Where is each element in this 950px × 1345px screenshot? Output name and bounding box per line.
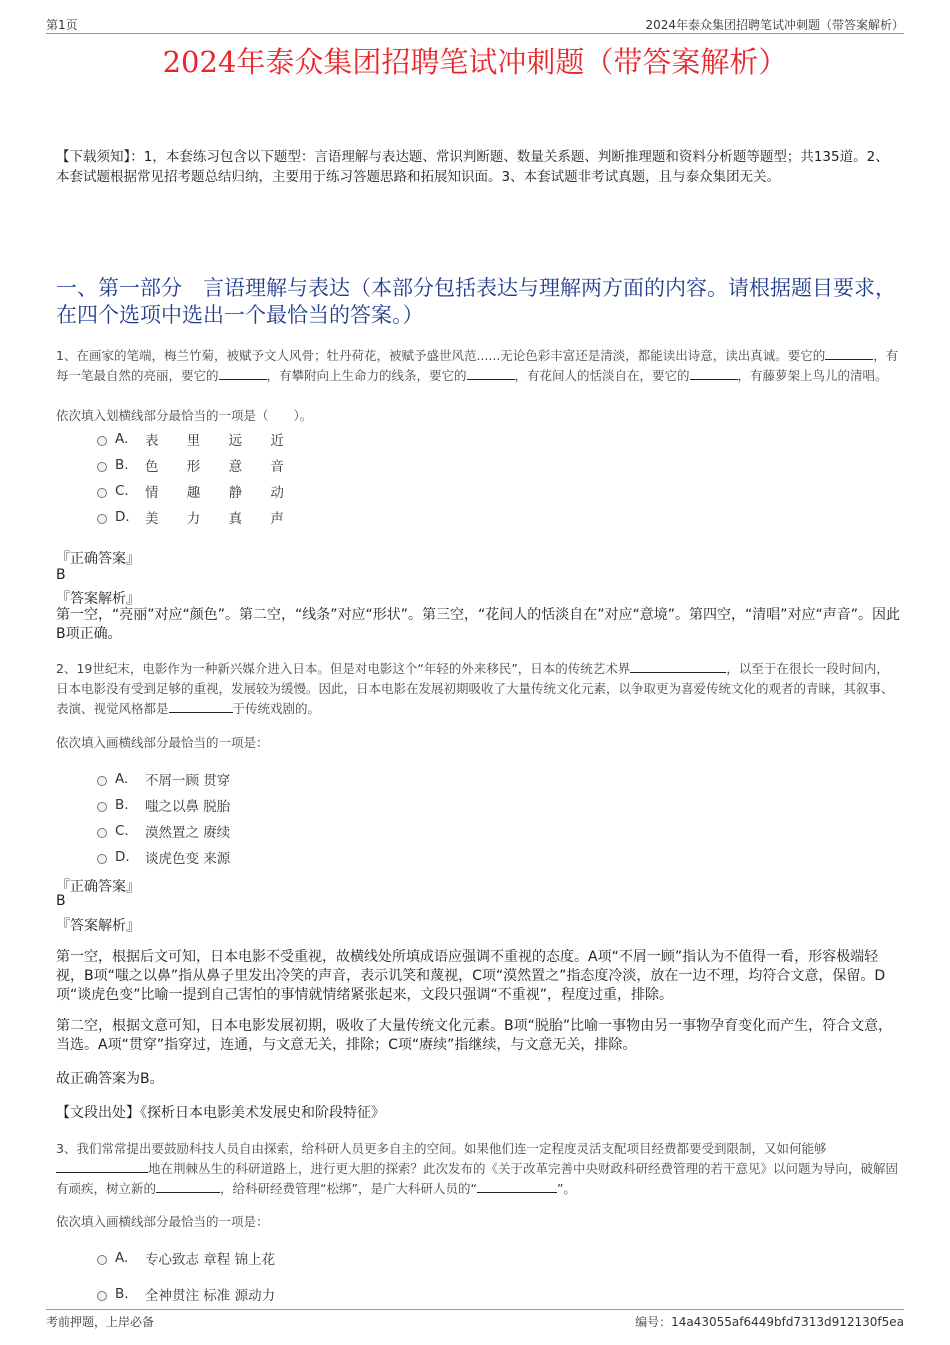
radio-button[interactable] bbox=[97, 1291, 107, 1301]
footer-doc-id: 编号：14a43055af6449bfd7313d912130f5ea bbox=[635, 1315, 904, 1329]
q2-option-c[interactable]: C. 漠然置之 赓续 bbox=[97, 821, 230, 841]
q2-option-a[interactable]: A. 不屑一顾 贯穿 bbox=[97, 769, 230, 789]
q2-option-b[interactable]: B. 嗤之以鼻 脱胎 bbox=[97, 795, 230, 815]
radio-button[interactable] bbox=[97, 514, 107, 524]
question-1-stem: 1、在画家的笔端，梅兰竹菊，被赋予文人风骨；牡丹荷花，被赋予盛世风范......无论色彩丰富还是清淡，都能读出诗意，读出真诚。要它的 ，有每一笔最自然的亮丽，要它的 ，有攀附向上生命力的线条，要它的 ，有花间人的恬淡自在，要它的 ，有藤萝架上鸟儿的清唱。 bbox=[56, 348, 899, 383]
footer-slogan: 考前押题，上岸必备 bbox=[46, 1315, 155, 1329]
radio-button[interactable] bbox=[97, 802, 107, 812]
q1-answer: B bbox=[56, 567, 66, 583]
download-notice: 【下载须知】：1，本套练习包含以下题型：言语理解与表达题、常识判断题、数量关系题、判断推理题和资料分析题等题型；共135道。2、本套试题根据常见招考题总结归纳，主要用于练习答题思路和拓展知识面。3、本套试题非考试真题，且与泰众集团无关。 bbox=[56, 149, 889, 185]
q2-analysis-1: 第一空，根据后文可知，日本电影不受重视，故横线处所填成语应强调不重视的态度。A项“不屑一顾”指认为不值得一看，形容极端轻视，B项“嗤之以鼻”指从鼻子里发出冷笑的声音，表示讥笑和蔑视，C项“漠然置之”指态度冷淡，放在一边不理，均符合文意，保留。D项“谈虎色变”比喻一提到自己害怕的事情就情绪紧张起来，文段只强调“不重视”，程度过重，排除。 bbox=[56, 949, 886, 1003]
page-title: 2024年泰众集团招聘笔试冲刺题（带答案解析） bbox=[162, 45, 788, 79]
q1-option-d[interactable]: D. 美 力 真 声 bbox=[97, 507, 296, 527]
q2-analysis-2: 第二空，根据文意可知，日本电影发展初期，吸收了大量传统文化元素。B项“脱胎”比喻一事物由另一事物孕育变化而产生，符合文意，当选。A项“贯穿”指穿过，连通，与文意无关，排除；C项“赓续”指继续，与文意无关，排除。 bbox=[56, 1018, 893, 1053]
radio-button[interactable] bbox=[97, 488, 107, 498]
q1-option-a[interactable]: A. 表 里 远 近 bbox=[97, 429, 296, 449]
question-3-stem: 3、我们常常提出要鼓励科技人员自由探索，给科研人员更多自主的空间。如果他们连一定程度灵活支配项目经费都要受到限制，又如何能够地在荆棘丛生的科研道路上，进行更大胆的探索？此次发布的《关于改革完善中央财政科研经费管理的若干意见》以问题为导向，破解固有顽疾，树立新的 ，给科研经费管理“松绑”，是广大科研人员的“ ”。 bbox=[56, 1141, 899, 1196]
question-2-stem: 2、19世纪末，电影作为一种新兴媒介进入日本。但是对电影这个“年轻的外来移民”，日本的传统艺术界 ，以至于在很长一段时间内，日本电影没有受到足够的重视，发展较为缓慢。因此，日本电影在发展初期吸收了大量传统文化元素，以争取更为喜爱传统文化的观者的青睐，其叙事、表演、视觉风格都是 于传统戏剧的。 bbox=[56, 661, 894, 716]
question-1-prompt: 依次填入划横线部分最恰当的一项是（ ）。 bbox=[56, 408, 313, 423]
radio-button[interactable] bbox=[97, 462, 107, 472]
radio-button[interactable] bbox=[97, 828, 107, 838]
q2-answer: B bbox=[56, 893, 66, 909]
q1-answer-title: 『正确答案』 bbox=[56, 551, 140, 567]
q3-option-a[interactable]: A. 专心致志 章程 锦上花 bbox=[97, 1248, 275, 1268]
radio-button[interactable] bbox=[97, 436, 107, 446]
q1-option-b[interactable]: B. 色 形 意 音 bbox=[97, 455, 296, 475]
header-divider bbox=[46, 33, 904, 34]
q3-option-b[interactable]: B. 全神贯注 标准 源动力 bbox=[97, 1284, 275, 1304]
q2-conclusion: 故正确答案为B。 bbox=[56, 1071, 164, 1087]
question-3-prompt: 依次填入画横线部分最恰当的一项是： bbox=[56, 1214, 269, 1229]
q2-analysis-title: 『答案解析』 bbox=[56, 918, 140, 934]
radio-button[interactable] bbox=[97, 1255, 107, 1265]
q1-analysis-title: 『答案解析』 bbox=[56, 591, 140, 607]
question-2-prompt: 依次填入画横线部分最恰当的一项是： bbox=[56, 735, 269, 750]
q1-analysis: 第一空，“亮丽”对应“颜色”。第二空，“线条”对应“形状”。第三空，“花间人的恬淡自在”对应“意境”。第四空，“清唱”对应“声音”。因此B项正确。 bbox=[56, 607, 901, 642]
radio-button[interactable] bbox=[97, 776, 107, 786]
header-doc-title: 2024年泰众集团招聘笔试冲刺题（带答案解析） bbox=[645, 18, 904, 32]
q1-option-c[interactable]: C. 情 趣 静 动 bbox=[97, 481, 296, 501]
radio-button[interactable] bbox=[97, 854, 107, 864]
footer-divider bbox=[46, 1309, 904, 1310]
q2-answer-title: 『正确答案』 bbox=[56, 879, 140, 895]
page-number: 第1页 bbox=[46, 18, 78, 32]
q2-source: 【文段出处】《探析日本电影美术发展史和阶段特征》 bbox=[56, 1105, 385, 1121]
q2-option-d[interactable]: D. 谈虎色变 来源 bbox=[97, 847, 230, 867]
section-heading: 一、第一部分 言语理解与表达（本部分包括表达与理解两方面的内容。请根据题目要求，在四个选项中选出一个最恰当的答案。） bbox=[56, 276, 896, 327]
